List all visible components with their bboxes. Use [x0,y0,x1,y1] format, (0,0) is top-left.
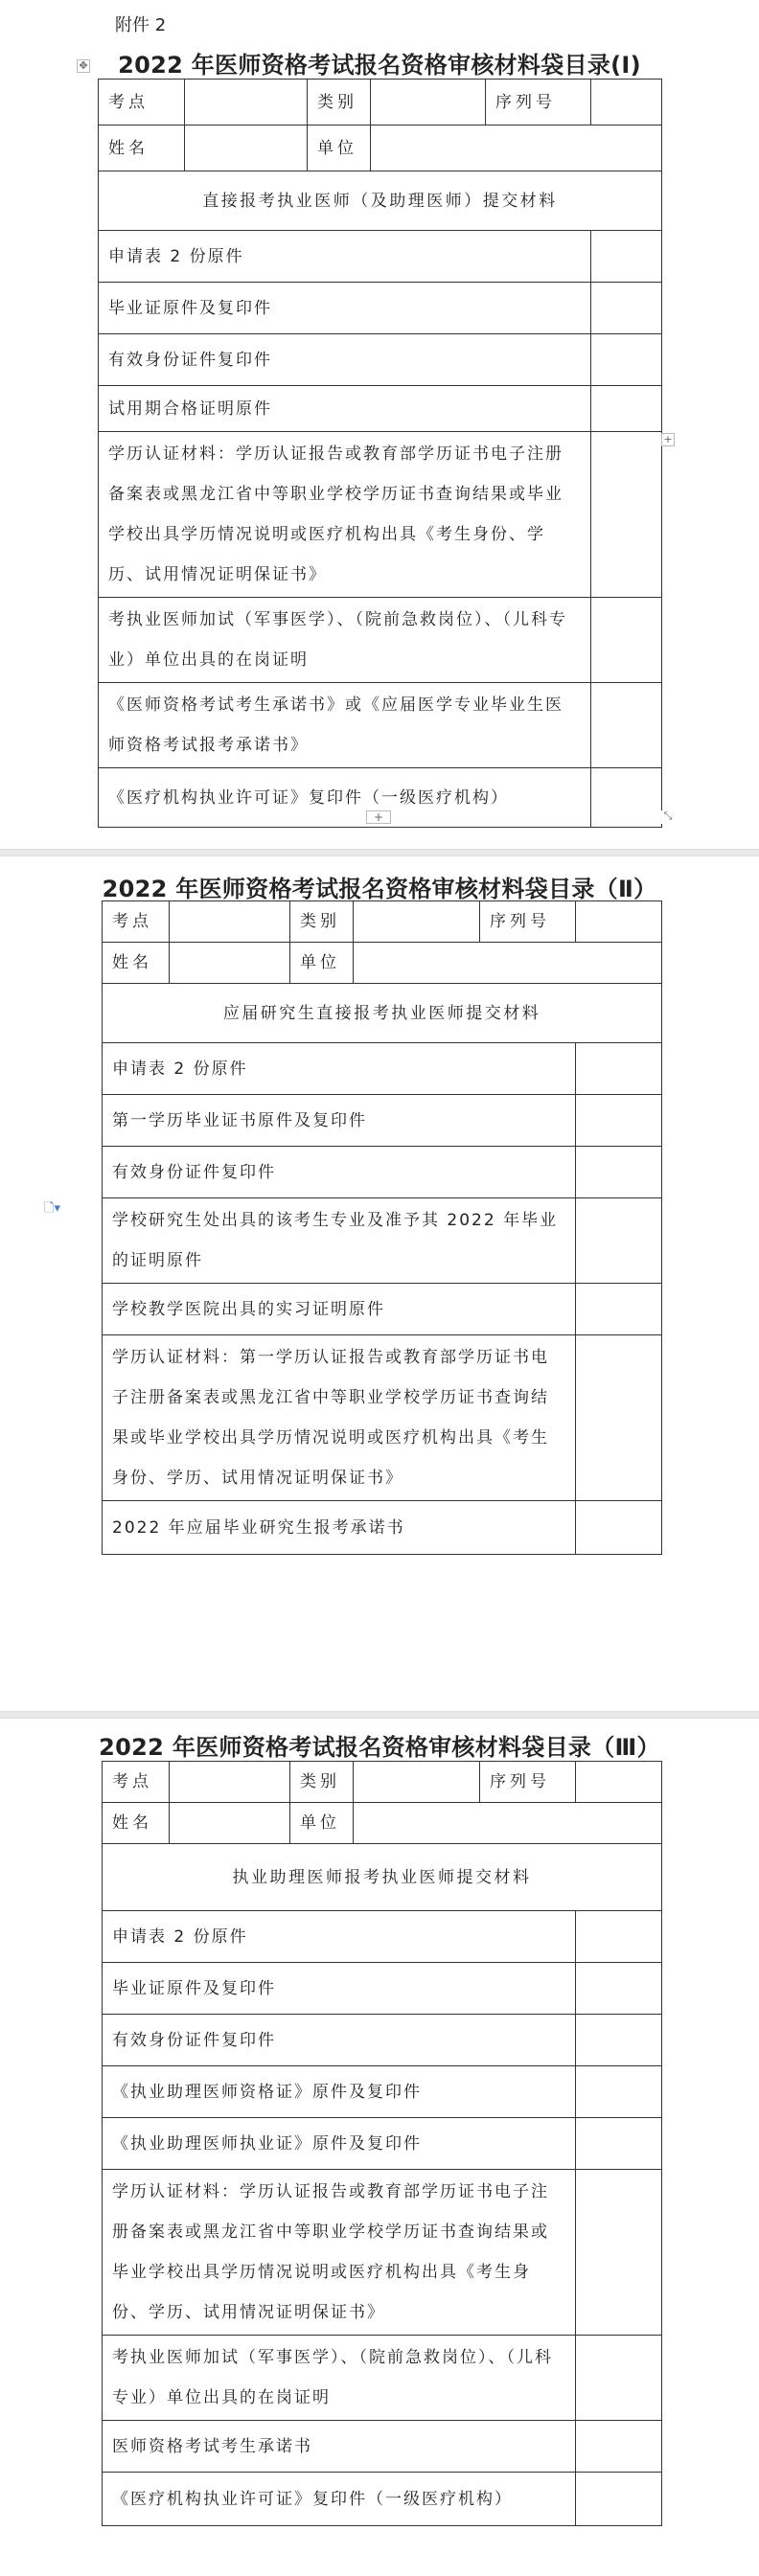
check-cell[interactable] [576,2118,662,2170]
document-page-3 [0,1719,759,2576]
material-item: 医师资格考试考生承诺书 [103,2421,576,2473]
check-cell[interactable] [591,768,662,828]
material-item: 《医疗机构执业许可证》复印件（一级医疗机构） [99,768,591,828]
exam-site-label: 考点 [99,80,185,125]
material-item: 试用期合格证明原件 [99,386,591,432]
catalog-title-1: 2022 年医师资格考试报名资格审核材料袋目录(Ⅰ) [118,52,641,79]
material-item: 有效身份证件复印件 [103,1147,576,1198]
check-cell[interactable] [576,1963,662,2015]
exam-site-value-cell[interactable] [185,80,308,125]
unit-value-cell[interactable] [371,125,662,171]
check-cell[interactable] [591,386,662,432]
check-cell[interactable] [576,2336,662,2421]
page-break-1 [0,849,759,856]
material-item: 考执业医师加试（军事医学）、（院前急救岗位）、（儿科专业）单位出具的在岗证明 [99,598,591,683]
catalog-title-2: 2022 年医师资格考试报名资格审核材料袋目录（Ⅱ） [102,876,657,902]
serial-no-value-cell[interactable] [576,901,662,943]
check-cell[interactable] [576,2421,662,2473]
material-item: 学历认证材料：学历认证报告或教育部学历证书电子注册备案表或黑龙江省中等职业学校学历证书查询结果或毕业学校出具学历情况说明或医疗机构出具《考生身份、学历、试用情况证明保证书》 [99,432,591,598]
material-item: 申请表 2 份原件 [103,1911,576,1963]
check-cell[interactable] [591,283,662,334]
material-item: 考执业医师加试（军事医学）、（院前急救岗位）、（儿科专业）单位出具的在岗证明 [103,2336,576,2421]
name-value-cell[interactable] [185,125,308,171]
section-banner: 执业助理医师报考执业医师提交材料 [103,1844,662,1911]
material-item: 2022 年应届毕业研究生报考承诺书 [103,1501,576,1555]
serial-no-label: 序列号 [480,1762,576,1803]
exam-site-value-cell[interactable] [170,1762,290,1803]
check-cell[interactable] [591,432,662,598]
material-item: 《执业助理医师资格证》原件及复印件 [103,2066,576,2118]
serial-no-value-cell[interactable] [576,1762,662,1803]
category-value-cell[interactable] [354,1762,480,1803]
material-item: 申请表 2 份原件 [103,1043,576,1095]
check-cell[interactable] [576,1284,662,1335]
check-cell[interactable] [576,2066,662,2118]
material-item: 申请表 2 份原件 [99,231,591,283]
section-banner: 直接报考执业医师（及助理医师）提交材料 [99,171,662,231]
section-banner: 应届研究生直接报考执业医师提交材料 [103,984,662,1043]
check-cell[interactable] [591,231,662,283]
check-cell[interactable] [576,2473,662,2526]
check-cell[interactable] [576,1335,662,1501]
exam-site-label: 考点 [103,901,170,943]
material-item: 学校教学医院出具的实习证明原件 [103,1284,576,1335]
name-label: 姓名 [103,1803,170,1844]
material-item: 《医疗机构执业许可证》复印件（一级医疗机构） [103,2473,576,2526]
check-cell[interactable] [576,1501,662,1555]
name-value-cell[interactable] [170,943,290,984]
material-item: 学历认证材料：学历认证报告或教育部学历证书电子注册备案表或黑龙江省中等职业学校学历证书查询结果或毕业学校出具学历情况说明或医疗机构出具《考生身份、学历、试用情况证明保证书》 [103,2170,576,2336]
check-cell[interactable] [576,2170,662,2336]
material-item: 学历认证材料：第一学历认证报告或教育部学历证书电子注册备案表或黑龙江省中等职业学校学历证书查询结果或毕业学校出具学历情况说明或医疗机构出具《考生身份、学历、试用情况证明保证书》 [103,1335,576,1501]
materials-table-2 [102,900,662,1555]
name-value-cell[interactable] [170,1803,290,1844]
page-break-2 [0,1711,759,1719]
exam-site-label: 考点 [103,1762,170,1803]
unit-label: 单位 [308,125,371,171]
material-item: 毕业证原件及复印件 [99,283,591,334]
document-page-2 [0,856,759,1711]
exam-site-value-cell[interactable] [170,901,290,943]
materials-table-1 [98,79,662,828]
category-value-cell[interactable] [371,80,486,125]
check-cell[interactable] [576,1147,662,1198]
unit-value-cell[interactable] [354,1803,662,1844]
unit-value-cell[interactable] [354,943,662,984]
serial-no-value-cell[interactable] [591,80,662,125]
catalog-title-3: 2022 年医师资格考试报名资格审核材料袋目录（Ⅲ） [99,1734,660,1761]
category-value-cell[interactable] [354,901,480,943]
table-move-handle-icon[interactable]: ✥ [77,59,90,73]
add-row-plus-icon[interactable]: + [366,810,391,824]
name-label: 姓名 [103,943,170,984]
material-item: 《执业助理医师执业证》原件及复印件 [103,2118,576,2170]
name-label: 姓名 [99,125,185,171]
category-label: 类别 [290,1762,354,1803]
attachment-label: 附件 2 [115,15,167,35]
material-item: 《医师资格考试考生承诺书》或《应届医学专业毕业生医师资格考试报考承诺书》 [99,683,591,768]
category-label: 类别 [290,901,354,943]
unit-label: 单位 [290,943,354,984]
check-cell[interactable] [591,334,662,386]
table-resize-handle-icon[interactable]: ⤡ [661,810,675,824]
check-cell[interactable] [576,2015,662,2066]
category-label: 类别 [308,80,371,125]
material-item: 毕业证原件及复印件 [103,1963,576,2015]
check-cell[interactable] [591,598,662,683]
check-cell[interactable] [576,1911,662,1963]
document-page-1 [0,0,759,849]
document-icon[interactable]: 🗋▾ [44,1201,60,1216]
material-item: 有效身份证件复印件 [99,334,591,386]
check-cell[interactable] [591,683,662,768]
material-item: 有效身份证件复印件 [103,2015,576,2066]
materials-table-3 [102,1761,662,2526]
check-cell[interactable] [576,1043,662,1095]
unit-label: 单位 [290,1803,354,1844]
serial-no-label: 序列号 [480,901,576,943]
serial-no-label: 序列号 [486,80,591,125]
check-cell[interactable] [576,1198,662,1284]
material-item: 第一学历毕业证书原件及复印件 [103,1095,576,1147]
material-item: 学校研究生处出具的该考生专业及准予其 2022 年毕业的证明原件 [103,1198,576,1284]
check-cell[interactable] [576,1095,662,1147]
add-column-plus-icon[interactable]: + [661,433,675,446]
